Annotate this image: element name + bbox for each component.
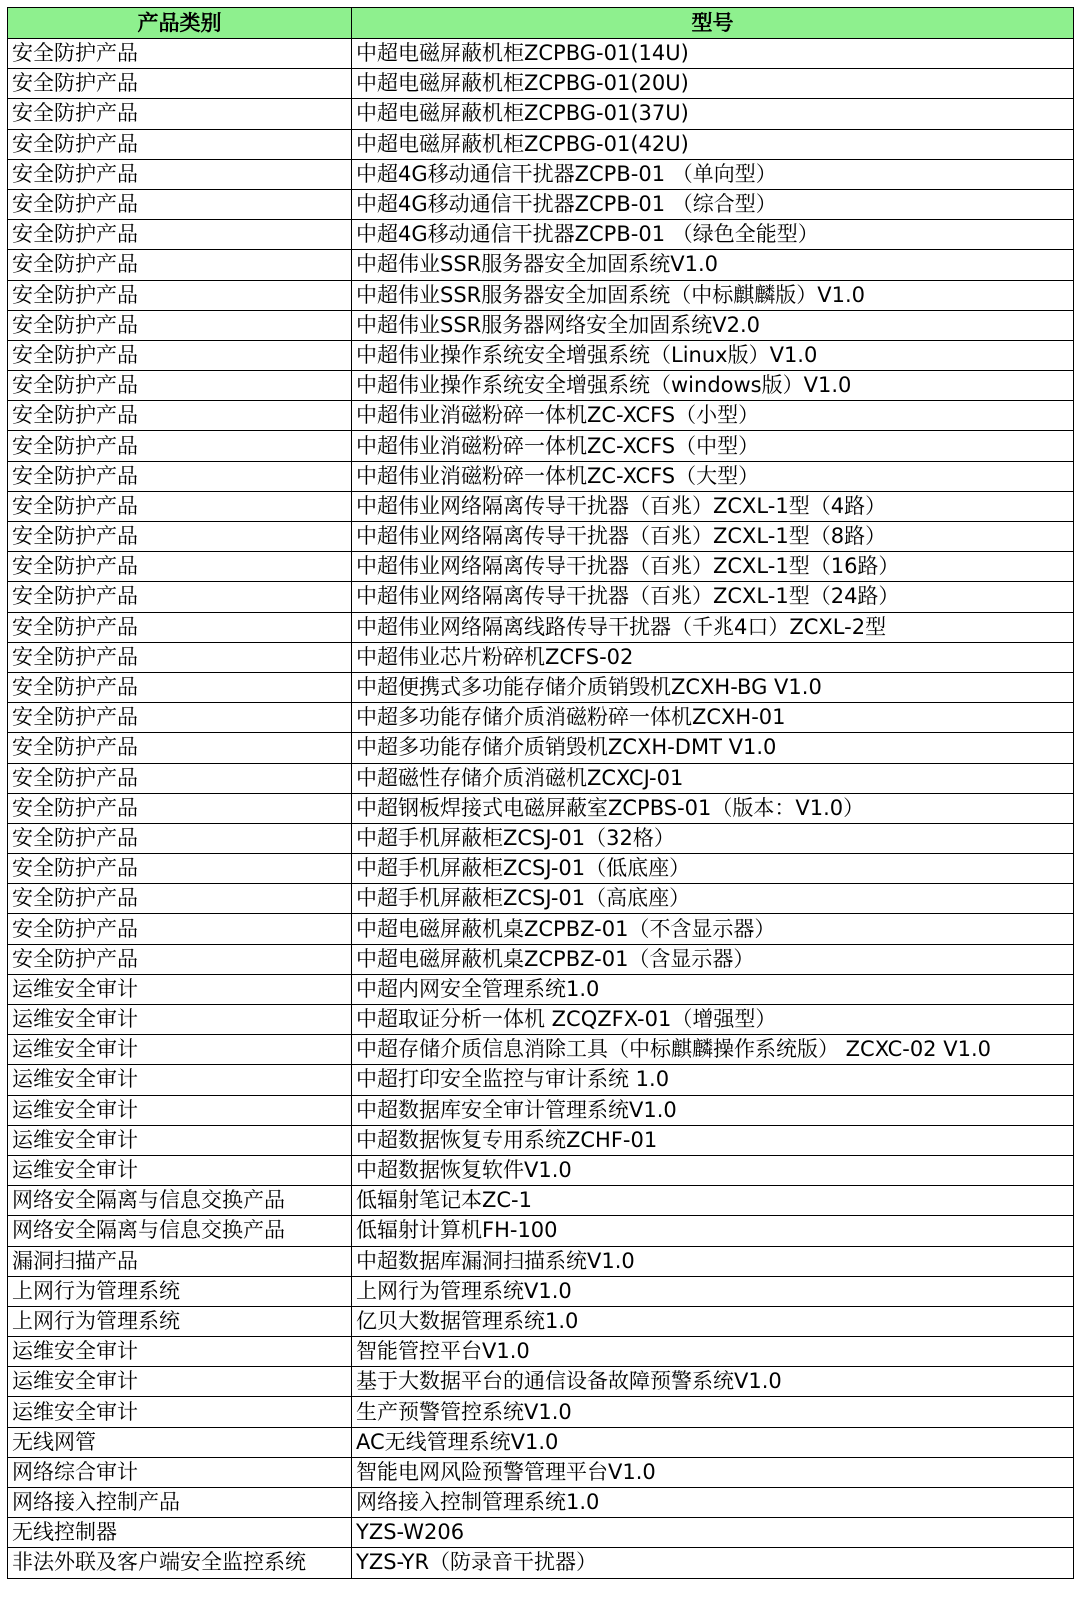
product-table [7,7,1074,1579]
table-row [8,612,1074,642]
model-cell: 中超数据恢复软件V1.0 [352,1155,1074,1185]
category-cell: 漏洞扫描产品 [8,1246,352,1276]
category-cell: 安全防护产品 [8,401,352,431]
category-cell: 安全防护产品 [8,642,352,672]
model-cell: 中超电磁屏蔽机柜ZCPBG-01(37U) [352,99,1074,129]
category-cell: 运维安全审计 [8,1337,352,1367]
category-cell: 上网行为管理系统 [8,1276,352,1306]
category-cell: 安全防护产品 [8,582,352,612]
table-row [8,1397,1074,1427]
category-cell: 安全防护产品 [8,371,352,401]
model-cell: 中超内网安全管理系统1.0 [352,974,1074,1004]
model-cell: 中超4G移动通信干扰器ZCPB-01 （绿色全能型） [352,220,1074,250]
table-row [8,1095,1074,1125]
model-cell: 中超伟业消磁粉碎一体机ZC-XCFS（小型） [352,401,1074,431]
category-cell: 安全防护产品 [8,39,352,69]
table-row [8,159,1074,189]
table-row [8,1518,1074,1548]
model-cell: 中超伟业芯片粉碎机ZCFS-02 [352,642,1074,672]
category-cell: 安全防护产品 [8,69,352,99]
category-cell: 网络接入控制产品 [8,1488,352,1518]
table-row [8,129,1074,159]
category-cell: 非法外联及客户端安全监控系统 [8,1548,352,1578]
category-cell: 安全防护产品 [8,220,352,250]
table-row [8,1337,1074,1367]
header-model: 型号 [352,8,1074,39]
model-cell: 中超手机屏蔽柜ZCSJ-01（高底座） [352,884,1074,914]
category-cell: 安全防护产品 [8,733,352,763]
model-cell: 低辐射笔记本ZC-1 [352,1186,1074,1216]
model-cell: 中超打印安全监控与审计系统 1.0 [352,1065,1074,1095]
table-row [8,1276,1074,1306]
model-cell: 中超数据库安全审计管理系统V1.0 [352,1095,1074,1125]
model-cell: 中超数据恢复专用系统ZCHF-01 [352,1125,1074,1155]
model-cell: 中超电磁屏蔽机桌ZCPBZ-01（含显示器） [352,944,1074,974]
category-cell: 运维安全审计 [8,1125,352,1155]
table-row [8,763,1074,793]
model-cell: 中超数据库漏洞扫描系统V1.0 [352,1246,1074,1276]
model-cell: 生产预警管控系统V1.0 [352,1397,1074,1427]
table-row [8,1005,1074,1035]
table-row [8,1367,1074,1397]
table-row [8,401,1074,431]
table-row [8,491,1074,521]
category-cell: 安全防护产品 [8,612,352,642]
category-cell: 安全防护产品 [8,431,352,461]
category-cell: 安全防护产品 [8,280,352,310]
table-row [8,69,1074,99]
model-cell: 中超伟业操作系统安全增强系统（Linux版）V1.0 [352,340,1074,370]
model-cell: 中超多功能存储介质销毁机ZCXH-DMT V1.0 [352,733,1074,763]
category-cell: 安全防护产品 [8,672,352,702]
model-cell: 中超4G移动通信干扰器ZCPB-01 （综合型） [352,189,1074,219]
category-cell: 安全防护产品 [8,854,352,884]
product-table-container [7,7,1073,1579]
table-row [8,823,1074,853]
model-cell: 中超伟业SSR服务器安全加固系统（中标麒麟版）V1.0 [352,280,1074,310]
table-row [8,733,1074,763]
model-cell: 中超伟业SSR服务器安全加固系统V1.0 [352,250,1074,280]
model-cell: 网络接入控制管理系统1.0 [352,1488,1074,1518]
category-cell: 网络安全隔离与信息交换产品 [8,1216,352,1246]
category-cell: 安全防护产品 [8,914,352,944]
category-cell: 安全防护产品 [8,310,352,340]
category-cell: 安全防护产品 [8,461,352,491]
category-cell: 无线控制器 [8,1518,352,1548]
table-header-row [8,8,1074,39]
table-row [8,280,1074,310]
table-row [8,672,1074,702]
category-cell: 运维安全审计 [8,1095,352,1125]
model-cell: 中超伟业网络隔离传导干扰器（百兆）ZCXL-1型（24路） [352,582,1074,612]
category-cell: 安全防护产品 [8,552,352,582]
category-cell: 安全防护产品 [8,129,352,159]
model-cell: 中超电磁屏蔽机柜ZCPBG-01(42U) [352,129,1074,159]
model-cell: 中超伟业操作系统安全增强系统（windows版）V1.0 [352,371,1074,401]
category-cell: 网络安全隔离与信息交换产品 [8,1186,352,1216]
model-cell: 基于大数据平台的通信设备故障预警系统V1.0 [352,1367,1074,1397]
table-row [8,1488,1074,1518]
category-cell: 网络综合审计 [8,1457,352,1487]
category-cell: 安全防护产品 [8,703,352,733]
category-cell: 安全防护产品 [8,884,352,914]
model-cell: 中超4G移动通信干扰器ZCPB-01 （单向型） [352,159,1074,189]
table-row [8,552,1074,582]
table-row [8,914,1074,944]
model-cell: 中超取证分析一体机 ZCQZFX-01（增强型） [352,1005,1074,1035]
category-cell: 安全防护产品 [8,159,352,189]
table-row [8,1548,1074,1578]
table-row [8,220,1074,250]
model-cell: 中超便携式多功能存储介质销毁机ZCXH-BG V1.0 [352,672,1074,702]
table-row [8,944,1074,974]
model-cell: YZS-YR（防录音干扰器） [352,1548,1074,1578]
category-cell: 运维安全审计 [8,1397,352,1427]
category-cell: 安全防护产品 [8,522,352,552]
model-cell: 中超钢板焊接式电磁屏蔽室ZCPBS-01（版本：V1.0） [352,793,1074,823]
model-cell: 中超伟业网络隔离传导干扰器（百兆）ZCXL-1型（8路） [352,522,1074,552]
category-cell: 安全防护产品 [8,823,352,853]
category-cell: 运维安全审计 [8,1065,352,1095]
category-cell: 安全防护产品 [8,793,352,823]
category-cell: 安全防护产品 [8,99,352,129]
model-cell: AC无线管理系统V1.0 [352,1427,1074,1457]
category-cell: 运维安全审计 [8,1035,352,1065]
table-row [8,340,1074,370]
model-cell: 中超存储介质信息消除工具（中标麒麟操作系统版） ZCXC-02 V1.0 [352,1035,1074,1065]
table-row [8,39,1074,69]
model-cell: 亿贝大数据管理系统1.0 [352,1306,1074,1336]
model-cell: 智能管控平台V1.0 [352,1337,1074,1367]
table-row [8,793,1074,823]
model-cell: 中超电磁屏蔽机柜ZCPBG-01(14U) [352,39,1074,69]
table-row [8,1216,1074,1246]
table-row [8,1457,1074,1487]
table-row [8,703,1074,733]
table-row [8,1065,1074,1095]
model-cell: 智能电网风险预警管理平台V1.0 [352,1457,1074,1487]
category-cell: 运维安全审计 [8,1155,352,1185]
table-row [8,1427,1074,1457]
table-row [8,1155,1074,1185]
model-cell: YZS-W206 [352,1518,1074,1548]
model-cell: 中超伟业消磁粉碎一体机ZC-XCFS（大型） [352,461,1074,491]
category-cell: 运维安全审计 [8,1367,352,1397]
category-cell: 安全防护产品 [8,189,352,219]
table-row [8,1035,1074,1065]
table-row [8,431,1074,461]
table-row [8,884,1074,914]
category-cell: 安全防护产品 [8,250,352,280]
model-cell: 中超多功能存储介质消磁粉碎一体机ZCXH-01 [352,703,1074,733]
category-cell: 运维安全审计 [8,974,352,1004]
table-row [8,461,1074,491]
model-cell: 中超手机屏蔽柜ZCSJ-01（低底座） [352,854,1074,884]
model-cell: 中超伟业网络隔离传导干扰器（百兆）ZCXL-1型（4路） [352,491,1074,521]
category-cell: 安全防护产品 [8,491,352,521]
model-cell: 中超伟业网络隔离线路传导干扰器（千兆4口）ZCXL-2型 [352,612,1074,642]
table-row [8,250,1074,280]
table-row [8,371,1074,401]
table-row [8,1125,1074,1155]
table-row [8,1246,1074,1276]
model-cell: 低辐射计算机FH-100 [352,1216,1074,1246]
table-row [8,310,1074,340]
model-cell: 中超伟业消磁粉碎一体机ZC-XCFS（中型） [352,431,1074,461]
model-cell: 中超伟业网络隔离传导干扰器（百兆）ZCXL-1型（16路） [352,552,1074,582]
category-cell: 无线网管 [8,1427,352,1457]
table-body [8,39,1074,1579]
model-cell: 中超电磁屏蔽机柜ZCPBG-01(20U) [352,69,1074,99]
category-cell: 安全防护产品 [8,944,352,974]
model-cell: 中超伟业SSR服务器网络安全加固系统V2.0 [352,310,1074,340]
table-row [8,522,1074,552]
model-cell: 中超手机屏蔽柜ZCSJ-01（32格） [352,823,1074,853]
table-row [8,974,1074,1004]
header-category: 产品类别 [8,8,352,39]
model-cell: 中超电磁屏蔽机桌ZCPBZ-01（不含显示器） [352,914,1074,944]
category-cell: 运维安全审计 [8,1005,352,1035]
category-cell: 安全防护产品 [8,763,352,793]
table-row [8,189,1074,219]
model-cell: 上网行为管理系统V1.0 [352,1276,1074,1306]
table-row [8,582,1074,612]
table-row [8,1186,1074,1216]
model-cell: 中超磁性存储介质消磁机ZCXCJ-01 [352,763,1074,793]
table-row [8,1306,1074,1336]
table-row [8,642,1074,672]
table-row [8,854,1074,884]
category-cell: 上网行为管理系统 [8,1306,352,1336]
table-row [8,99,1074,129]
category-cell: 安全防护产品 [8,340,352,370]
